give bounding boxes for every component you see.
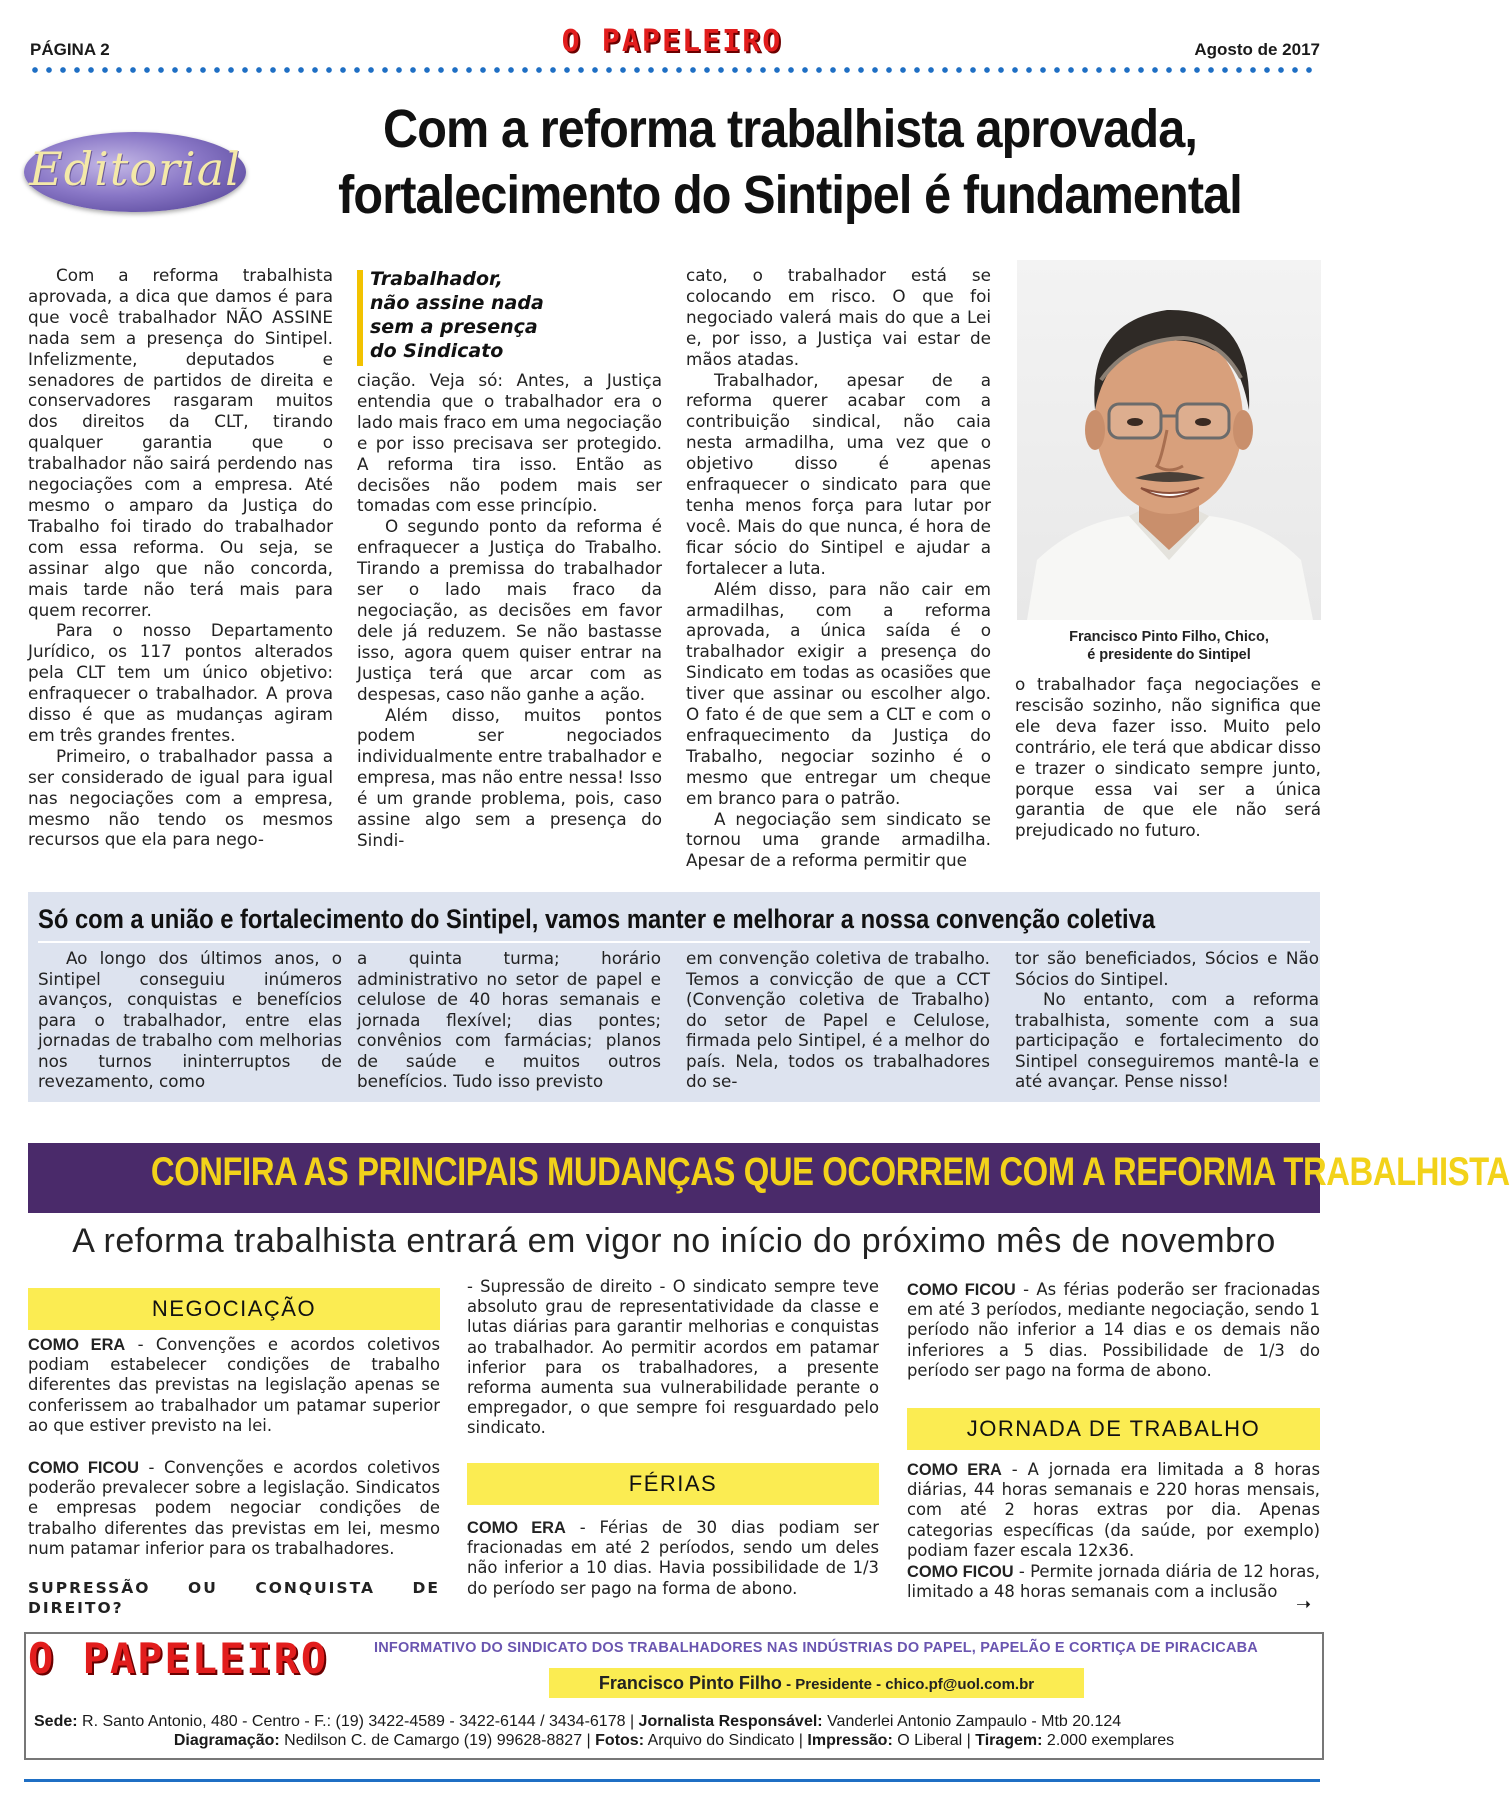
- paragraph: Primeiro, o trabalhador passa a ser considerado de igual para igual nas negociações com a empresa, mesmo não tendo os mesmos recursos que ela para nego-: [28, 745, 333, 850]
- ferias-como-era: [467, 1518, 879, 1599]
- text: - Convenções e acordos coletivos poderão prevalecer sobre a legislação. Sindicatos e empresas podem negociar condições de trabalho diferentes das previstas em lei, mesmo num patamar inferior para os trabalhadores.: [28, 1458, 440, 1558]
- impressao-label: Impressão:: [807, 1732, 893, 1749]
- editorial-column-2: [357, 370, 662, 851]
- portrait-illustration: [1017, 260, 1321, 620]
- paragraph: a quinta turma; horário administrativo no setor de papel e celulose de 40 horas semanais e jornada flexível; dias pontes; convênios com farmácias; planos de saúde e muitos outros benefícios. Tudo isso previsto: [357, 948, 661, 1091]
- photo-caption: [1017, 628, 1321, 664]
- pull-quote-line: do Sindicato: [370, 340, 504, 362]
- paragraph: Além disso, muitos pontos podem ser negociados individualmente entre trabalhador e empresa, mas não entre nessa! Isso é um grande problema, pois, caso assine algo sem a presença do Sindi-: [357, 704, 662, 850]
- union-column-1: [38, 948, 342, 1092]
- paragraph: Para o nosso Departamento Jurídico, os 117 pontos alterados pela CLT tem um único objetivo: enfraquecer o trabalhador. A prova disso é que as mudanças agiram em três grandes frentes.: [28, 620, 333, 745]
- editorial-column-3: [686, 265, 991, 871]
- ferias-como-ficou: [907, 1280, 1320, 1381]
- pull-quote-bar: [357, 270, 363, 366]
- text: - A jornada era limitada a 8 horas diárias, 44 horas semanais e 220 horas mensais, com até 2 horas extras por dia. Apenas categorias específicas (da saúde, por exemplo) podiam fazer escala 12x36.: [907, 1460, 1320, 1560]
- masthead-organization: INFORMATIVO DO SINDICATO DOS TRABALHADORES NAS INDÚSTRIAS DO PAPEL, PAPELÃO E CORTIÇA DE PIRACICABA: [374, 1640, 1258, 1656]
- label: COMO ERA: [28, 1336, 126, 1354]
- caption-line-1: Francisco Pinto Filho, Chico,: [1069, 629, 1269, 645]
- paragraph: No entanto, com a reforma trabalhista, somente com a sua participação e fortalecimento do Sintipel conseguiremos mantê-la e até avançar. Pense nisso!: [1015, 989, 1319, 1091]
- section-heading-jornada: JORNADA DE TRABALHO: [907, 1408, 1320, 1450]
- fotos-text: Arquivo do Sindicato |: [644, 1732, 808, 1749]
- header-dotted-rule: [28, 66, 1320, 74]
- text: - Férias de 30 dias podiam ser fracionadas em até 2 períodos, sendo um deles não inferior a 10 dias. Havia possibilidade de 1/3 do período ser pago na forma de abono.: [467, 1518, 880, 1598]
- text: - As férias poderão ser fracionadas em até 3 períodos, mediante negociação, sendo 1 período não inferior a 14 dias e os demais não inferiores a 5 dias. Possibilidade de 1/3 do período ser pago na forma de abono.: [907, 1280, 1320, 1380]
- editorial-column-4: [1015, 674, 1321, 841]
- changes-subheading: A reforma trabalhista entrará em vigor no início do próximo mês de novembro: [72, 1222, 1276, 1260]
- paragraph: ciação. Veja só: Antes, a Justiça entendia que o trabalhador era o lado mais fraco em uma negociação e por isso precisava ser protegido. A reforma tira isso. Então as decisões não podem mais ser tomadas com esse princípio.: [357, 370, 662, 516]
- sede-label: Sede:: [34, 1713, 78, 1730]
- president-role-email: - Presidente - chico.pf@uol.com.br: [781, 1676, 1035, 1693]
- sede-text: R. Santo Antonio, 480 - Centro - F.: (19) 3422-4589 - 3422-6144 / 3434-6178 |: [77, 1713, 639, 1730]
- impressao-text: O Liberal |: [892, 1732, 976, 1749]
- label: COMO ERA: [467, 1519, 566, 1537]
- paragraph: Além disso, para não cair em armadilhas, com a reforma aprovada, a única saída é o trabalhador exigir a presença do Sindicato em todas as ocasiões que tiver que assinar ou escolher algo. O fato é de que sem a CLT e com o enfraquecimento da Justiça do Trabalho, negociar sozinho é o mesmo que entregar um cheque em branco para o patrão.: [686, 578, 991, 808]
- paragraph: O segundo ponto da reforma é enfraquecer a Justiça do Trabalho. Tirando a premissa do trabalhador ser o lado mais fraco da negociação, as decisões em favor dele já reduzem. Se não bastasse isso, agora quem quiser entrar na Justiça terá que arcar com as despesas, caso não ganhe a ação.: [357, 516, 662, 704]
- union-column-2: [357, 948, 661, 1092]
- jornalista-label: Jornalista Responsável:: [638, 1713, 823, 1730]
- masthead-credits-line-2: [34, 1731, 1314, 1750]
- paragraph: A negociação sem sindicato se tornou uma grande armadilha. Apesar de a reforma permitir que: [686, 808, 991, 871]
- caption-line-2: é presidente do Sintipel: [1087, 647, 1251, 663]
- page-number: PÁGINA 2: [30, 40, 110, 59]
- paragraph: o trabalhador faça negociações e rescisão sozinho, não significa que ele deva fazer isso. Muito pelo contrário, ele terá que abdicar disso e trazer o sindicato sempre junto, porque essa vai ser a única garantia de que ele não será prejudicado no futuro.: [1015, 674, 1321, 841]
- pull-quote: [370, 267, 660, 363]
- president-portrait-photo: [1017, 260, 1321, 620]
- union-box-title: Só com a união e fortalecimento do Sintipel, vamos manter e melhorar a nossa convenção coletiva: [38, 904, 1156, 934]
- label: COMO FICOU: [28, 1459, 139, 1477]
- label: COMO ERA: [907, 1461, 1002, 1479]
- masthead-logo: O PAPELEIRO: [28, 1634, 329, 1683]
- changes-banner-title: CONFIRA AS PRINCIPAIS MUDANÇAS QUE OCORREM COM A REFORMA TRABALHISTA: [150, 1150, 1510, 1194]
- paragraph: cato, o trabalhador está se colocando em risco. O que foi negociado valerá mais do que a Lei e, por isso, a Justiça vai estar de mãos atadas.: [686, 265, 991, 369]
- issue-date: Agosto de 2017: [1194, 40, 1320, 59]
- headline-line-1: Com a reforma trabalhista aprovada,: [383, 99, 1197, 159]
- continue-arrow-icon: ➝: [1296, 1594, 1312, 1614]
- union-box-rule: [38, 941, 1310, 943]
- text: - Permite jornada diária de 12 horas, limitado a 48 horas semanais com a inclusão: [907, 1562, 1321, 1602]
- negociacao-como-ficou: [28, 1458, 440, 1559]
- editorial-badge-label: Editorial: [29, 142, 241, 196]
- pull-quote-line: não assine nada: [370, 292, 544, 314]
- paragraph: Ao longo dos últimos anos, o Sintipel conseguiu inúmeros avanços, conquistas e benefícios para o trabalhador, entre elas jornadas de trabalho com melhorias nos turnos ininterruptos de revezamento, como: [38, 948, 342, 1091]
- newspaper-logo: O PAPELEIRO: [561, 24, 783, 59]
- section-heading-ferias: FÉRIAS: [467, 1463, 879, 1505]
- paragraph: - Supressão de direito - O sindicato sempre teve absoluto grau de representatividade da classe e lutas diárias para garantir melhorias e conquistas ao trabalhador. Ao permitir acordos em patamar inferior para os trabalhadores, a presente reforma aumenta sua vulnerabilidade perante o empregador, o que sempre foi resguardado pelo sindicato.: [467, 1277, 879, 1438]
- masthead-credits-line-1: [34, 1712, 1314, 1731]
- label: COMO FICOU: [907, 1563, 1014, 1581]
- bottom-rule: [24, 1779, 1320, 1782]
- union-column-3: [686, 948, 990, 1092]
- pull-quote-line: sem a presença: [370, 316, 538, 338]
- section-heading-negociacao: NEGOCIAÇÃO: [28, 1288, 440, 1330]
- union-column-4: [1015, 948, 1319, 1092]
- fotos-label: Fotos:: [595, 1732, 645, 1749]
- jornalista-text: Vanderlei Antonio Zampaulo - Mtb 20.124: [822, 1713, 1122, 1730]
- paragraph: Com a reforma trabalhista aprovada, a dica que damos é para que você trabalhador NÃO ASSINE nada sem a presença do Sintipel. Infelizmente, deputados e senadores de partidos de direita e conservadores rasgaram muitos dos direitos da CLT, tirando qualquer garantia que o trabalhador não sairá perdendo nas negociações com a empresa. Até mesmo o amparo da Justiça do Trabalho foi tirado do trabalhador com essa reforma. Ou seja, se assinar algo que não concorda, mais tarde não terá mais para quem recorrer.: [28, 265, 333, 620]
- negociacao-como-era: [28, 1335, 440, 1436]
- label: COMO FICOU: [907, 1281, 1016, 1299]
- diagramacao-text: Nedilson C. de Camargo (19) 99628-8827 |: [279, 1732, 596, 1749]
- headline-line-2: fortalecimento do Sintipel é fundamental: [338, 165, 1242, 225]
- tiragem-text: 2.000 exemplares: [1042, 1732, 1175, 1749]
- president-name: Francisco Pinto Filho: [598, 1673, 782, 1693]
- diagramacao-label: Diagramação:: [173, 1732, 280, 1749]
- supressao-text: [467, 1277, 879, 1439]
- paragraph: em convenção coletiva de trabalho. Temos a convicção de que a CCT (Convenção coletiva de Trabalho) do setor de Papel e Celulose, firmada pelo Sintipel, é a melhor do país. Nela, todos os trabalhadores do se-: [686, 948, 990, 1091]
- paragraph: Trabalhador, apesar de a reforma querer acabar com a contribuição sindical, não caia nesta armadilha, uma vez que o objetivo disso é apenas enfraquecer o sindicato para que tenha menos força para lutar por você. Mais do que nunca, é hora de ficar sócio do Sintipel e ajudar a fortalecer a luta.: [686, 369, 991, 578]
- pull-quote-line: Trabalhador,: [370, 268, 503, 290]
- tiragem-label: Tiragem:: [975, 1732, 1043, 1749]
- editorial-headline: [304, 96, 1276, 228]
- masthead-president: [549, 1668, 1084, 1698]
- supressao-heading: SUPRESSÃO OU CONQUISTA DE DIREITO?: [28, 1579, 440, 1618]
- text: - Convenções e acordos coletivos podiam estabelecer condições de trabalho diferentes das previstas na legislação apenas se conferissem ao trabalhador um patamar superior ao que estiver previsto na lei.: [28, 1335, 440, 1435]
- paragraph: tor são beneficiados, Sócios e Não Sócios do Sintipel.: [1015, 948, 1319, 989]
- jornada-como-ficou: [907, 1562, 1320, 1602]
- editorial-column-1: [28, 265, 333, 850]
- jornada-como-era: [907, 1460, 1320, 1561]
